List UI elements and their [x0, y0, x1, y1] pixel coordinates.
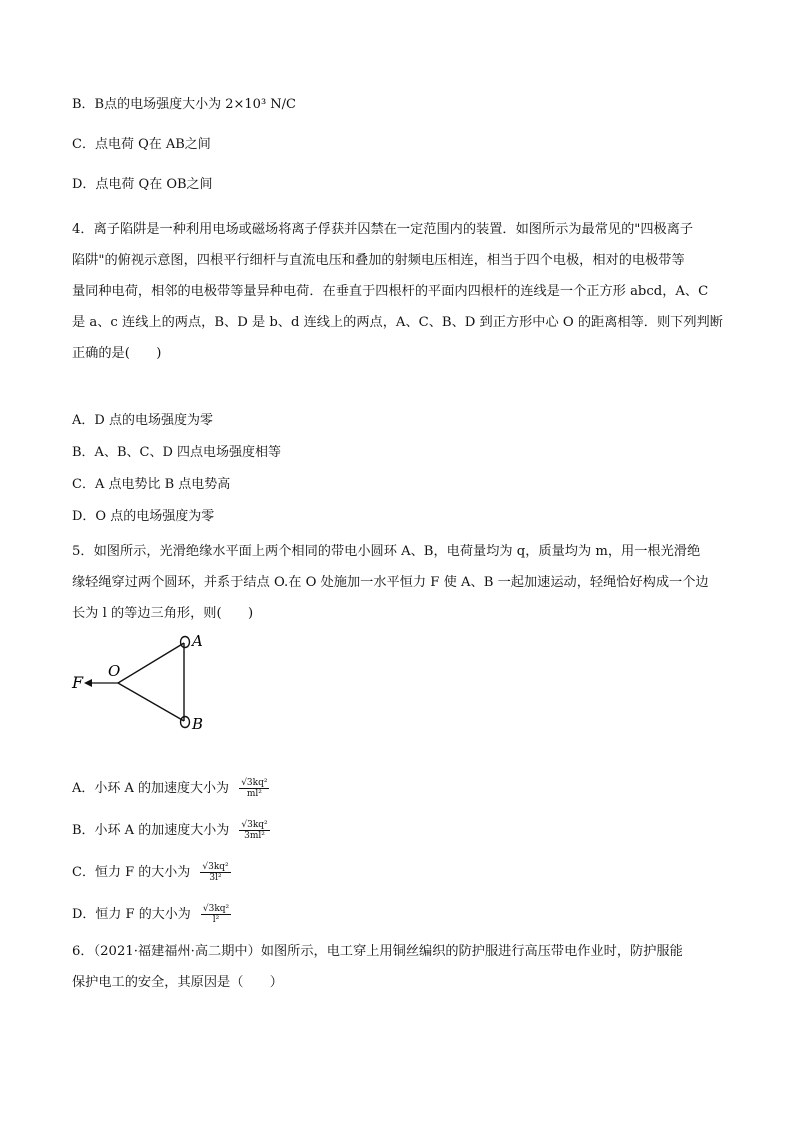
label-a: A — [192, 632, 203, 650]
numerator: √3kq² — [202, 904, 230, 914]
q3-option-b: B．B点的电场强度大小为 2×10³ N/C — [72, 97, 296, 112]
q4-stem-line: 4．离子陷阱是一种利用电场或磁场将离子俘获并囚禁在一定范围内的装置．如图所示为最常见的"四极离子 — [72, 222, 694, 237]
q4-stem-line: 量同种电荷，相邻的电极带等量异种电荷．在垂直于四根杆的平面内四根杆的连线是一个正方形 abcd，A、C — [72, 284, 709, 299]
q6-stem — [72, 936, 722, 998]
q5-option-c — [72, 862, 231, 883]
ring-a — [181, 637, 190, 648]
q3-option-d: D．点电荷 Q在 OB之间 — [72, 177, 213, 192]
label-b: B — [192, 715, 204, 733]
numerator: √3kq² — [241, 820, 268, 830]
q4-stem-line: 正确的是( ) — [72, 346, 162, 361]
q5-stem-line: 长为 l 的等边三角形，则( ) — [72, 606, 254, 621]
fraction — [200, 862, 230, 883]
q5-option-text: A．小环 A 的加速度大小为 — [72, 781, 230, 796]
q5-stem-line: 5．如图所示，光滑绝缘水平面上两个相同的带电小圆环 A、B，电荷量均为 q，质量均为 m，用一根光滑绝 — [72, 544, 701, 559]
label-f: F — [72, 673, 84, 692]
fraction — [239, 778, 269, 799]
rope-ob — [118, 683, 184, 721]
ring-b — [181, 717, 190, 728]
q3-option-c: C．点电荷 Q在 AB之间 — [72, 137, 211, 152]
q5-option-a — [72, 778, 269, 799]
numerator: √3kq² — [241, 778, 268, 788]
q5-option-d — [72, 904, 231, 925]
q5-option-text: C．恒力 F 的大小为 — [72, 865, 191, 880]
q4-option-d: D．O 点的电场强度为零 — [72, 509, 215, 524]
fraction — [201, 904, 231, 925]
q4-stem — [72, 214, 722, 369]
label-o: O — [108, 662, 121, 680]
denominator: 3l² — [209, 873, 222, 883]
q4-stem-line: 陷阱"的俯视示意图，四根平行细杆与直流电压和叠加的射频电压相连，相当于四个电极，相对的电极带等 — [72, 253, 685, 268]
q4-option-a: A．D 点的电场强度为零 — [72, 413, 213, 428]
q5-stem-line: 缘轻绳穿过两个圆环，并系于结点 O.在 O 处施加一水平恒力 F 使 A、B 一起加速运动，轻绳恰好构成一个边 — [72, 575, 709, 590]
q4-option-c: C．A 点电势比 B 点电势高 — [72, 477, 231, 492]
q5-option-text: D．恒力 F 的大小为 — [72, 907, 191, 922]
rope-oa — [118, 643, 184, 683]
numerator: √3kq² — [202, 862, 229, 872]
fraction — [239, 820, 269, 841]
q5-stem — [72, 536, 722, 629]
q5-option-text: B．小环 A 的加速度大小为 — [72, 823, 230, 838]
q5-figure-triangle — [66, 628, 226, 738]
q5-option-b — [72, 820, 270, 841]
force-arrow-head — [84, 679, 92, 687]
q6-stem-line: 6．（2021·福建福州·高二期中）如图所示，电工穿上用铜丝编织的防护服进行高压带电作业时，防护服能 — [72, 944, 683, 959]
q6-stem-line: 保护电工的安全，其原因是（ ） — [72, 975, 283, 990]
denominator: l² — [212, 915, 220, 925]
q4-stem-line: 是 a、c 连线上的两点，B、D 是 b、d 连线上的两点，A、C、B、D 到正方形中心 O 的距离相等．则下列判断 — [72, 315, 723, 330]
denominator: ml² — [246, 789, 262, 799]
q4-option-b: B．A、B、C、D 四点电场强度相等 — [72, 445, 281, 460]
denominator: 3ml² — [244, 831, 265, 841]
